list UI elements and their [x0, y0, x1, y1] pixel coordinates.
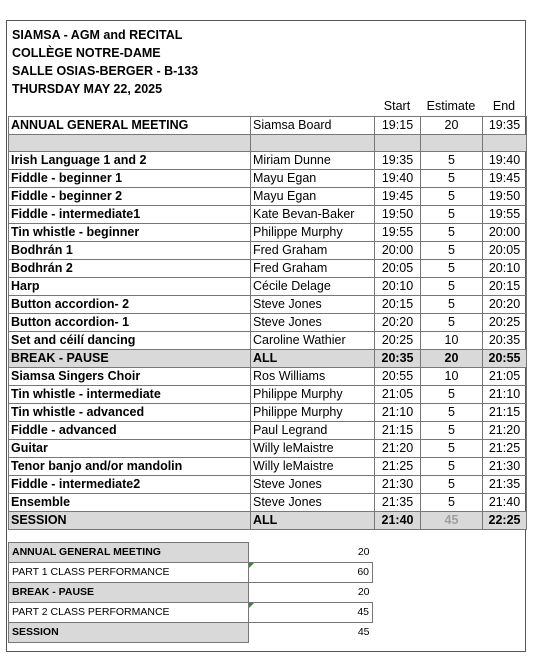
row-estimate[interactable]: 5: [421, 152, 483, 170]
summary-value[interactable]: 20: [357, 545, 370, 558]
table-row: [9, 332, 527, 350]
empty-cell[interactable]: [375, 135, 421, 152]
row-estimate[interactable]: 5: [421, 170, 483, 188]
row-estimate[interactable]: 5: [421, 242, 483, 260]
row-start[interactable]: 19:50: [375, 206, 421, 224]
row-item[interactable]: Fiddle - intermediate2: [9, 476, 251, 494]
row-leader[interactable]: Siamsa Board: [251, 117, 375, 135]
row-start[interactable]: 20:00: [375, 242, 421, 260]
row-leader[interactable]: Miriam Dunne: [251, 152, 375, 170]
empty-cell[interactable]: [9, 135, 251, 152]
row-item[interactable]: Tin whistle - beginner: [9, 224, 251, 242]
row-leader[interactable]: Steve Jones: [251, 494, 375, 512]
row-start[interactable]: 21:25: [375, 458, 421, 476]
row-item[interactable]: Siamsa Singers Choir: [9, 368, 251, 386]
row-item[interactable]: Set and céilí dancing: [9, 332, 251, 350]
table-row: [9, 206, 527, 224]
row-leader[interactable]: Willy leMaistre: [251, 458, 375, 476]
table-row: [9, 296, 527, 314]
col-header-end: End: [492, 99, 516, 113]
row-estimate[interactable]: 45: [421, 512, 483, 530]
event-title: SIAMSA - AGM and RECITAL: [12, 28, 183, 42]
summary-value: 60: [357, 566, 369, 578]
row-estimate[interactable]: 5: [421, 206, 483, 224]
table-row: [9, 368, 527, 386]
row-start[interactable]: 20:20: [375, 314, 421, 332]
row-estimate[interactable]: 5: [421, 278, 483, 296]
row-start[interactable]: 21:30: [375, 476, 421, 494]
row-end[interactable]: 21:10: [483, 386, 527, 404]
row-item[interactable]: Tenor banjo and/or mandolin: [9, 458, 251, 476]
summary-row: [9, 603, 373, 623]
row-estimate[interactable]: 10: [421, 368, 483, 386]
row-end[interactable]: 21:25: [483, 440, 527, 458]
table-row: [9, 117, 527, 135]
venue-room: SALLE OSIAS-BERGER - B-133: [12, 64, 199, 78]
row-leader[interactable]: Cécile Delage: [251, 278, 375, 296]
event-date: THURSDAY MAY 22, 2025: [12, 82, 163, 96]
summary-label[interactable]: BREAK - PAUSE: [9, 583, 249, 603]
row-estimate[interactable]: 5: [421, 476, 483, 494]
row-leader[interactable]: ALL: [251, 512, 375, 530]
summary-value-cell[interactable]: [249, 603, 373, 623]
row-end[interactable]: 19:35: [483, 117, 527, 135]
row-estimate[interactable]: 10: [421, 332, 483, 350]
row-item[interactable]: Bodhrán 2: [9, 260, 251, 278]
row-end[interactable]: 21:35: [483, 476, 527, 494]
row-end[interactable]: 20:10: [483, 260, 527, 278]
row-end[interactable]: 21:30: [483, 458, 527, 476]
row-estimate[interactable]: 5: [421, 260, 483, 278]
row-item[interactable]: Tin whistle - advanced: [9, 404, 251, 422]
row-leader[interactable]: Fred Graham: [251, 260, 375, 278]
table-row: [9, 458, 527, 476]
row-item[interactable]: SESSION: [9, 512, 251, 530]
row-start[interactable]: 20:55: [375, 368, 421, 386]
row-estimate[interactable]: 5: [421, 458, 483, 476]
row-leader[interactable]: Fred Graham: [251, 242, 375, 260]
table-row: [9, 152, 527, 170]
summary-value: 45: [357, 606, 369, 618]
summary-row: [9, 543, 373, 563]
row-leader[interactable]: ALL: [251, 350, 375, 368]
summary-table: [8, 542, 373, 643]
table-row: [9, 494, 527, 512]
table-row: [9, 476, 527, 494]
summary-label[interactable]: PART 1 CLASS PERFORMANCE: [9, 563, 249, 583]
row-leader[interactable]: Mayu Egan: [251, 170, 375, 188]
row-leader[interactable]: Philippe Murphy: [251, 224, 375, 242]
row-end[interactable]: 20:05: [483, 242, 527, 260]
row-end[interactable]: 21:40: [483, 494, 527, 512]
row-leader[interactable]: Philippe Murphy: [251, 386, 375, 404]
row-item[interactable]: Button accordion- 1: [9, 314, 251, 332]
row-estimate[interactable]: 5: [421, 224, 483, 242]
row-leader[interactable]: Mayu Egan: [251, 188, 375, 206]
table-row: [9, 260, 527, 278]
summary-row: [9, 623, 373, 643]
table-row: [9, 422, 527, 440]
formula-marker-icon: [249, 603, 254, 608]
summary-value-cell[interactable]: [249, 563, 373, 583]
row-end[interactable]: 20:25: [483, 314, 527, 332]
row-leader[interactable]: Steve Jones: [251, 296, 375, 314]
row-end[interactable]: 20:55: [483, 350, 527, 368]
row-item[interactable]: Guitar: [9, 440, 251, 458]
row-start[interactable]: 20:35: [375, 350, 421, 368]
row-estimate[interactable]: 5: [421, 440, 483, 458]
row-leader[interactable]: Caroline Wathier: [251, 332, 375, 350]
col-header-start: Start: [383, 99, 411, 113]
table-row: [9, 188, 527, 206]
row-start[interactable]: 20:10: [375, 278, 421, 296]
row-item[interactable]: Irish Language 1 and 2: [9, 152, 251, 170]
row-leader[interactable]: Kate Bevan-Baker: [251, 206, 375, 224]
row-item[interactable]: Fiddle - beginner 2: [9, 188, 251, 206]
row-item[interactable]: Bodhrán 1: [9, 242, 251, 260]
row-start[interactable]: 20:05: [375, 260, 421, 278]
row-leader[interactable]: Steve Jones: [251, 314, 375, 332]
row-item[interactable]: Ensemble: [9, 494, 251, 512]
row-estimate[interactable]: 20: [421, 350, 483, 368]
table-row: [9, 404, 527, 422]
table-row: [9, 314, 527, 332]
row-start[interactable]: 20:25: [375, 332, 421, 350]
schedule-table: [8, 116, 527, 530]
row-start[interactable]: 21:40: [375, 512, 421, 530]
table-row: [9, 170, 527, 188]
empty-cell[interactable]: [421, 135, 483, 152]
row-start[interactable]: 19:15: [375, 117, 421, 135]
row-start[interactable]: 19:40: [375, 170, 421, 188]
row-leader[interactable]: Steve Jones: [251, 476, 375, 494]
row-estimate[interactable]: 5: [421, 314, 483, 332]
summary-row: [9, 563, 373, 583]
row-estimate[interactable]: 5: [421, 404, 483, 422]
spacer-row: [9, 135, 527, 152]
empty-cell[interactable]: [251, 135, 375, 152]
row-start[interactable]: 21:10: [375, 404, 421, 422]
row-end[interactable]: 20:15: [483, 278, 527, 296]
row-item[interactable]: BREAK - PAUSE: [9, 350, 251, 368]
row-estimate[interactable]: 5: [421, 296, 483, 314]
row-end[interactable]: 19:40: [483, 152, 527, 170]
table-row: [9, 278, 527, 296]
row-end[interactable]: 19:55: [483, 206, 527, 224]
row-end[interactable]: 21:20: [483, 422, 527, 440]
row-estimate[interactable]: 20: [421, 117, 483, 135]
row-leader[interactable]: Ros Williams: [251, 368, 375, 386]
col-header-estimate: Estimate: [426, 99, 476, 113]
row-item[interactable]: Harp: [9, 278, 251, 296]
row-item[interactable]: Button accordion- 2: [9, 296, 251, 314]
row-item[interactable]: Tin whistle - intermediate: [9, 386, 251, 404]
row-end[interactable]: 19:45: [483, 170, 527, 188]
venue-name: COLLÈGE NOTRE-DAME: [12, 46, 161, 60]
summary-label[interactable]: PART 2 CLASS PERFORMANCE: [9, 603, 249, 623]
table-row: [9, 242, 527, 260]
row-estimate[interactable]: 5: [421, 188, 483, 206]
row-estimate[interactable]: 5: [421, 422, 483, 440]
row-start[interactable]: 21:20: [375, 440, 421, 458]
row-leader[interactable]: Philippe Murphy: [251, 404, 375, 422]
empty-cell[interactable]: [483, 135, 527, 152]
summary-row: [9, 583, 373, 603]
table-row: [9, 440, 527, 458]
row-end[interactable]: 21:15: [483, 404, 527, 422]
row-item[interactable]: ANNUAL GENERAL MEETING: [9, 117, 251, 135]
row-item[interactable]: Fiddle - intermediate1: [9, 206, 251, 224]
row-estimate[interactable]: 5: [421, 494, 483, 512]
row-estimate[interactable]: 5: [421, 386, 483, 404]
row-start[interactable]: 21:05: [375, 386, 421, 404]
row-start[interactable]: 19:45: [375, 188, 421, 206]
row-item[interactable]: Fiddle - beginner 1: [9, 170, 251, 188]
row-item[interactable]: Fiddle - advanced: [9, 422, 251, 440]
summary-label[interactable]: SESSION: [9, 623, 249, 643]
summary-value[interactable]: 45: [357, 626, 370, 639]
row-start[interactable]: 19:35: [375, 152, 421, 170]
formula-marker-icon: [249, 563, 254, 568]
row-end[interactable]: 19:50: [483, 188, 527, 206]
row-leader[interactable]: Paul Legrand: [251, 422, 375, 440]
row-end[interactable]: 20:35: [483, 332, 527, 350]
table-row: [9, 386, 527, 404]
table-row-session: [9, 512, 527, 530]
row-leader[interactable]: Willy leMaistre: [251, 440, 375, 458]
summary-label[interactable]: ANNUAL GENERAL MEETING: [9, 543, 249, 563]
row-start[interactable]: 19:55: [375, 224, 421, 242]
table-row: [9, 224, 527, 242]
summary-value[interactable]: 20: [357, 586, 370, 598]
row-end[interactable]: 21:05: [483, 368, 527, 386]
row-end[interactable]: 22:25: [483, 512, 527, 530]
row-start[interactable]: 21:35: [375, 494, 421, 512]
row-end[interactable]: 20:00: [483, 224, 527, 242]
row-start[interactable]: 20:15: [375, 296, 421, 314]
row-start[interactable]: 21:15: [375, 422, 421, 440]
row-end[interactable]: 20:20: [483, 296, 527, 314]
table-row-break: [9, 350, 527, 368]
